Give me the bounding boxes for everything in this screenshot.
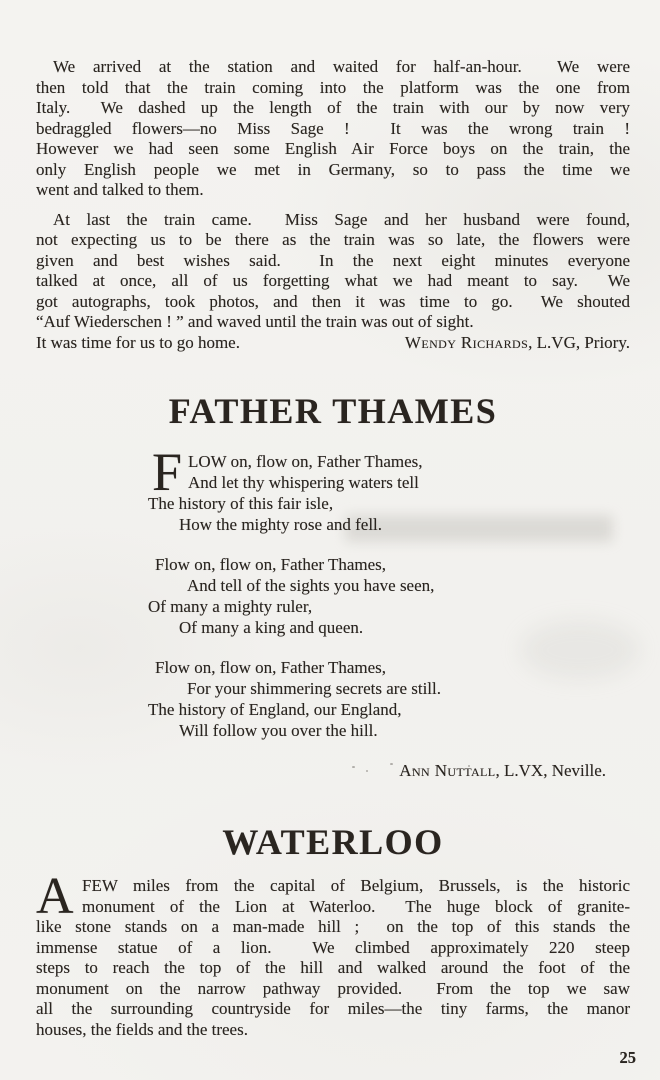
text-line: bedraggled flowers—no Miss Sage ! It was the wrong train ! bbox=[36, 118, 630, 138]
poem-line: How the mighty rose and fell. bbox=[179, 515, 383, 534]
author-name: Ann Nuttall bbox=[399, 761, 496, 780]
poem-line: And let thy whispering waters tell bbox=[188, 473, 419, 492]
poem-line: Flow on, flow on, Father Thames, bbox=[155, 555, 387, 574]
text-line: then told that the train coming into the platform was the one from bbox=[36, 77, 630, 97]
text-line: We arrived at the station and waited for half-an-hour. We were bbox=[53, 57, 630, 76]
page-number: 25 bbox=[619, 1048, 636, 1067]
poem-stanza bbox=[148, 554, 630, 638]
text-line: got autographs, took photos, and then it was time to go. We shouted bbox=[36, 291, 630, 311]
poem-body bbox=[36, 442, 630, 741]
poem-stanza bbox=[148, 442, 630, 535]
drop-cap: A bbox=[36, 868, 74, 925]
text-line: houses, the fields and the trees. bbox=[36, 1019, 248, 1039]
poem-line: Will follow you over the hill. bbox=[179, 721, 378, 740]
text-line: Italy. We dashed up the length of the train with our by now very bbox=[36, 98, 630, 117]
story-paragraph-1 bbox=[36, 57, 630, 201]
drop-cap: F bbox=[152, 442, 183, 502]
closing-text: It was time for us to go home. bbox=[36, 332, 240, 352]
text-line: like stone stands on a man-made hill ; on the top of this stands the bbox=[36, 917, 630, 936]
poem-line: And tell of the sights you have seen, bbox=[187, 576, 435, 595]
text-line: given and best wishes said. In the next eight minutes everyone bbox=[36, 250, 630, 270]
story-paragraph-2 bbox=[36, 210, 630, 354]
article-title: WATERLOO bbox=[222, 822, 444, 862]
text-line: went and talked to them. bbox=[36, 180, 204, 199]
paragraph-lines bbox=[36, 210, 630, 333]
paragraph-lines bbox=[36, 868, 630, 1040]
text-line: not expecting us to be there as the train was so late, the flowers were bbox=[36, 230, 630, 249]
text-line: talked at once, all of us forgetting what we had meant to say. We bbox=[36, 271, 630, 290]
poem-line: The history of England, our England, bbox=[148, 700, 402, 719]
poem-line: Of many a king and queen. bbox=[179, 618, 364, 637]
text-line: monument on the narrow pathway provided. From the top we saw bbox=[36, 978, 630, 998]
poem-title: FATHER THAMES bbox=[168, 391, 498, 431]
text-line: monument of the Lion at Waterloo. The huge block of granite- bbox=[82, 896, 630, 916]
closing-line bbox=[36, 333, 630, 354]
story-attribution bbox=[405, 333, 630, 354]
poem-stanza bbox=[148, 657, 630, 741]
poem-line: LOW on, flow on, Father Thames, bbox=[188, 452, 423, 471]
text-line: However we had seen some English Air Force boys on the train, the bbox=[36, 139, 630, 158]
article-paragraph bbox=[36, 868, 630, 1040]
text-line: At last the train came. Miss Sage and her husband were found, bbox=[53, 209, 630, 229]
author-detail: , L.VG, Priory. bbox=[528, 332, 630, 352]
text-line: only English people we met in Germany, so to pass the time we bbox=[36, 159, 630, 179]
text-line: FEW miles from the capital of Belgium, Brussels, is the historic bbox=[82, 876, 630, 895]
author-detail: , L.VX, Neville. bbox=[495, 761, 606, 780]
author-name: Wendy Richards bbox=[404, 332, 529, 352]
text-line: steps to reach the top of the hill and walked around the foot of the bbox=[36, 958, 630, 977]
poem-line: The history of this fair isle, bbox=[148, 494, 334, 513]
poem-line: Flow on, flow on, Father Thames, bbox=[155, 658, 387, 677]
poem-line: Of many a mighty ruler, bbox=[148, 597, 313, 616]
paragraph-lines bbox=[36, 57, 630, 201]
poem-line: For your shimmering secrets are still. bbox=[187, 679, 442, 698]
text-line: all the surrounding countryside for miles—the tiny farms, the manor bbox=[36, 999, 630, 1018]
poem-attribution bbox=[36, 760, 630, 781]
text-line: immense statue of a lion. We climbed approximately 220 steep bbox=[36, 937, 630, 957]
text-line: “Auf Wiederschen ! ” and waved until the train was out of sight. bbox=[36, 312, 474, 331]
